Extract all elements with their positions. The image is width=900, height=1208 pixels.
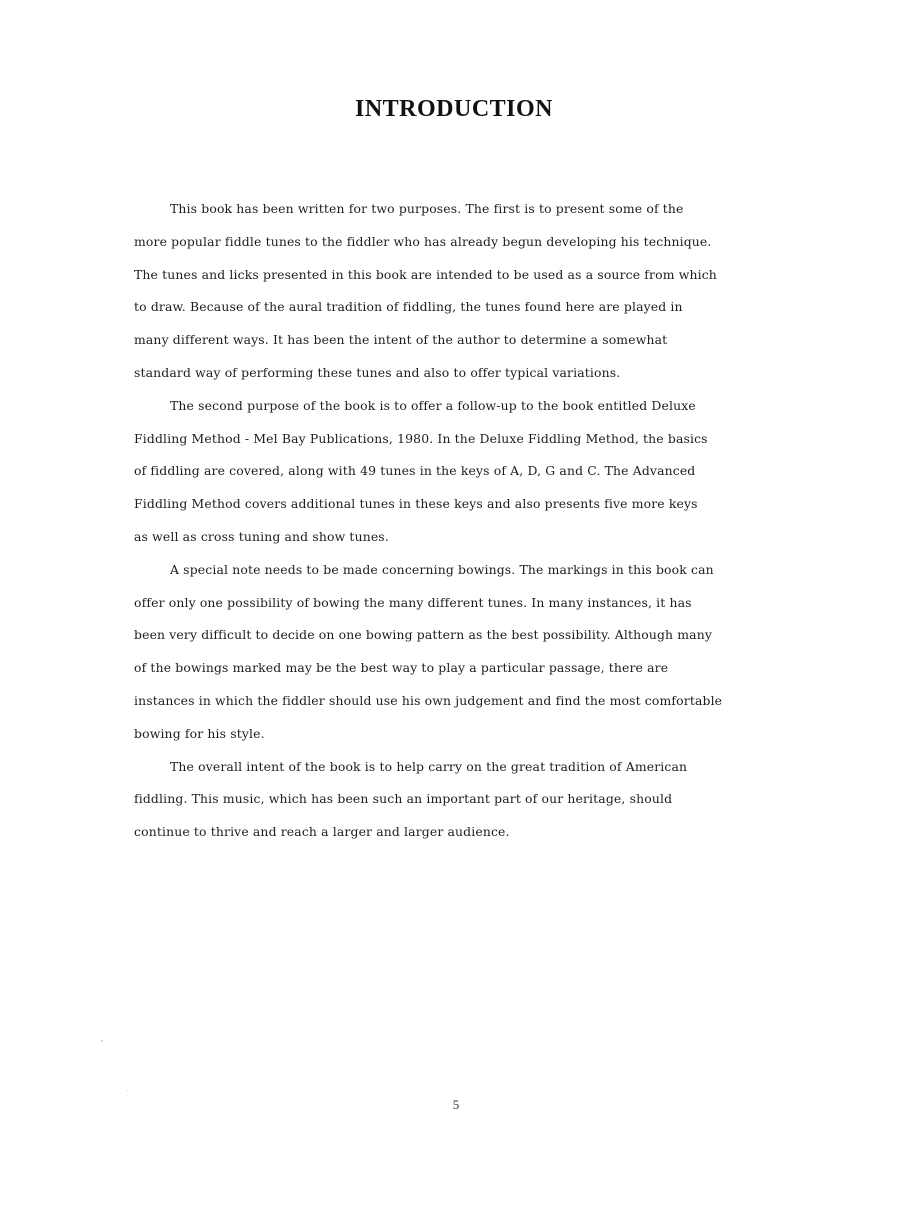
paragraph-purpose-one	[134, 193, 794, 390]
text-line: instances in which the fiddler should use his own judgement and find the most comfortable	[134, 692, 723, 708]
text-line: of the bowings marked may be the best way to play a particular passage, there are	[134, 660, 669, 676]
page-number: 5	[452, 1097, 460, 1112]
text-line: The overall intent of the book is to help carry on the great tradition of American	[170, 758, 688, 774]
text-line: of fiddling are covered, along with 49 tunes in the keys of A, D, G and C. The Advanced	[134, 463, 696, 479]
text-line: bowing for his style.	[134, 725, 265, 741]
text-line: more popular fiddle tunes to the fiddler who has already begun developing his technique.	[134, 233, 712, 249]
text-line: A special note needs to be made concerning bowings. The markings in this book can	[170, 561, 714, 577]
text-line: continue to thrive and reach a larger and larger audience.	[134, 824, 510, 840]
text-line: many different ways. It has been the intent of the author to determine a somewhat	[134, 332, 668, 348]
text-line: Fiddling Method - Mel Bay Publications, 1980. In the Deluxe Fiddling Method, the basics	[134, 430, 708, 446]
paragraph-bowings-note	[134, 554, 794, 751]
text-line: been very difficult to decide on one bowing pattern as the best possibility. Although many	[134, 627, 712, 643]
text-line: fiddling. This music, which has been such an important part of our heritage, should	[134, 791, 673, 807]
text-line: The second purpose of the book is to offer a follow-up to the book entitled Deluxe	[170, 397, 696, 413]
page-title: INTRODUCTION	[354, 96, 554, 122]
text-line: as well as cross tuning and show tunes.	[134, 528, 389, 544]
paragraph-overall-intent	[134, 751, 794, 849]
text-line: Fiddling Method covers additional tunes in these keys and also presents five more keys	[134, 496, 698, 512]
scan-speck	[127, 1090, 128, 1091]
text-line: to draw. Because of the aural tradition of fiddling, the tunes found here are played in	[134, 299, 683, 315]
text-line: The tunes and licks presented in this book are intended to be used as a source from which	[134, 266, 717, 282]
scan-speck	[101, 1040, 103, 1042]
text-line: This book has been written for two purposes. The first is to present some of the	[170, 201, 684, 216]
text-line: offer only one possibility of bowing the many different tunes. In many instances, it has	[134, 594, 692, 610]
introduction-body	[134, 193, 794, 849]
paragraph-purpose-two	[134, 390, 794, 554]
text-line: standard way of performing these tunes and also to offer typical variations.	[134, 364, 621, 380]
